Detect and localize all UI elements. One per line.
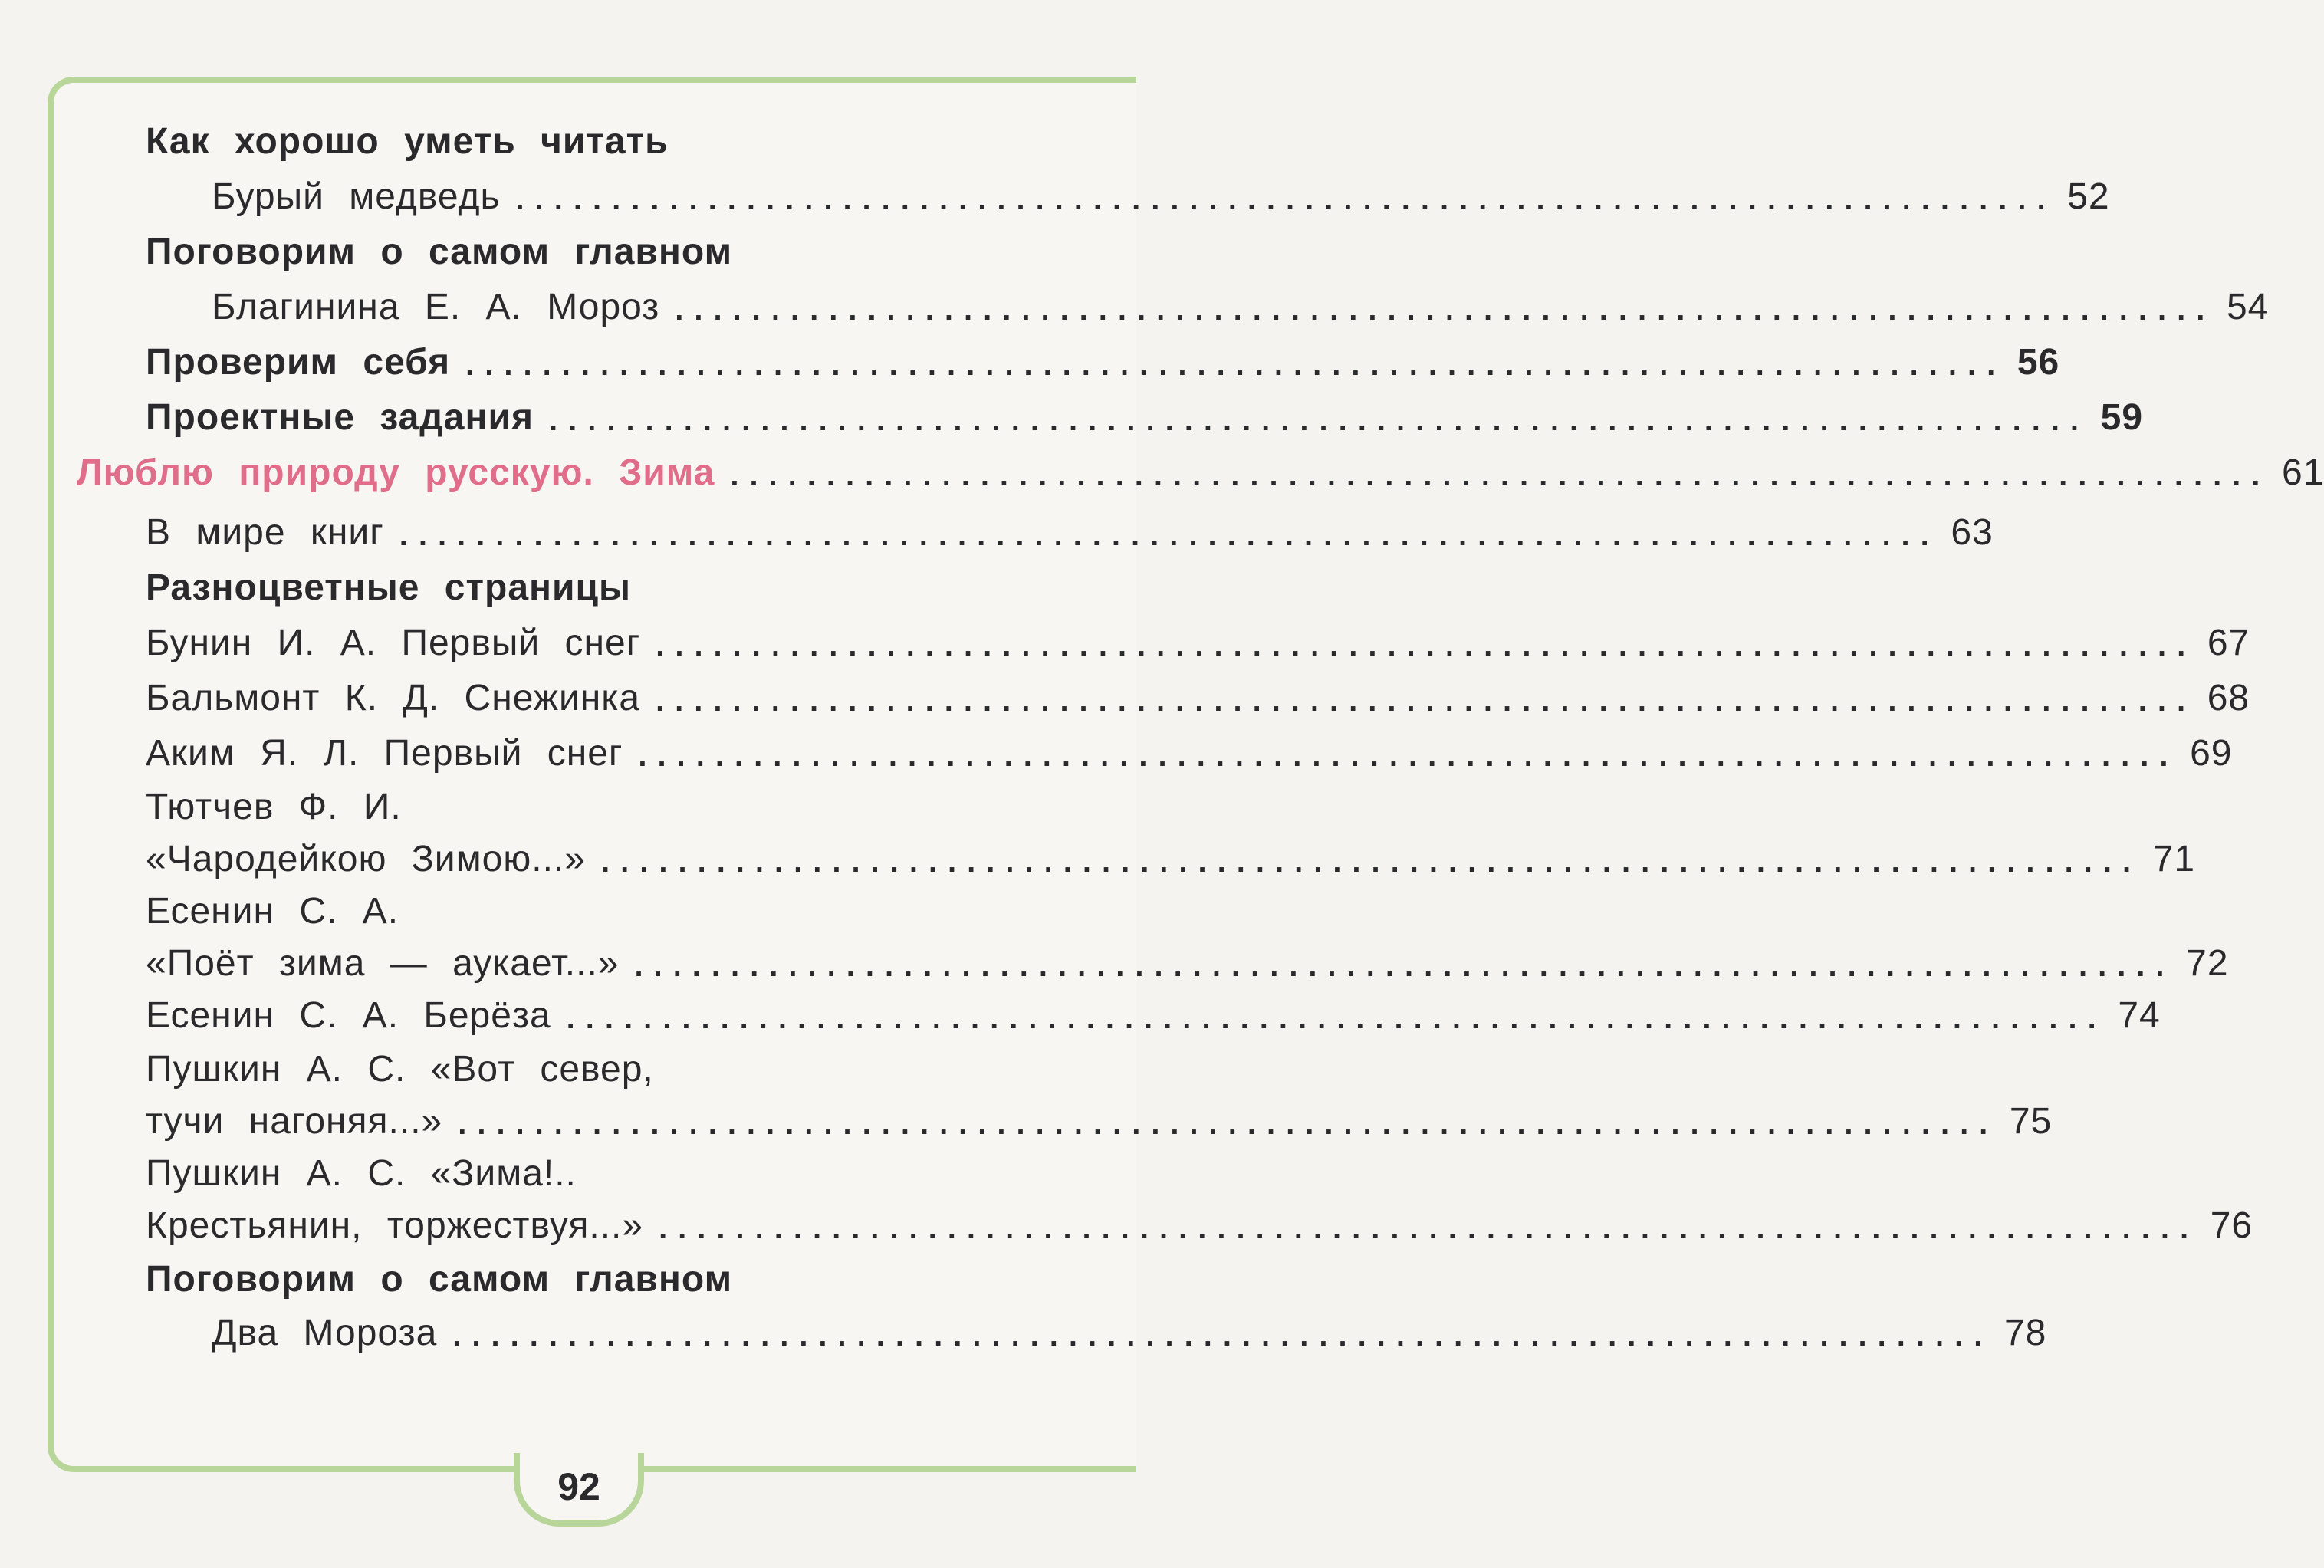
page-number [514,1453,644,1527]
toc-entry [77,169,2110,218]
toc-entry [77,113,1083,163]
toc-entry-page: 78 [2004,1313,2047,1353]
dot-leader: ................................................................................ [399,518,1940,552]
toc-entry [77,670,2250,719]
toc-entry-page: 52 [2067,176,2110,217]
toc-entry-title: Люблю природу русскую. Зима [77,452,715,493]
toc-entry [77,779,1083,828]
dot-leader: ................................................................................ [548,403,2090,437]
dot-leader: ................................................................................ [675,293,2216,327]
toc-entry-title: Проверим себя [146,342,451,383]
toc-entry [77,224,1083,273]
toc-entry-title: Пушкин А. С. «Вот север, [146,1049,654,1090]
toc-entry-page: 54 [2226,287,2270,327]
toc-entry-title: «Поёт зима — аукает...» [146,943,620,984]
toc-entry-title: Есенин С. А. Берёза [146,995,551,1036]
toc-entry [77,390,2144,439]
dot-leader: ................................................................................ [566,1001,2107,1035]
toc-entry [77,1305,2047,1354]
dot-leader: ................................................................................ [465,348,2007,382]
toc-entry [77,505,1994,554]
toc-entry [77,1251,1083,1300]
toc-entry [77,445,2324,494]
toc-entry-title: Есенин С. А. [146,891,399,932]
dot-leader: ................................................................................ [638,739,2179,773]
toc-entry [77,560,1083,609]
dot-leader: ................................................................................ [656,684,2197,718]
toc-entry [77,1198,2253,1247]
toc-entry [77,1093,2053,1142]
toc-entry [77,1146,1083,1195]
dot-leader: ................................................................................ [601,845,2142,879]
toc-entry-title: Разноцветные страницы [146,567,632,608]
toc-entry-title: В мире книг [146,512,384,553]
toc-entry-page: 69 [2190,733,2233,774]
toc-entry-title: «Чародейкою Зимою...» [146,839,587,879]
toc-entry-title: Как хорошо уметь читать [146,121,669,162]
toc-entry [77,935,2229,985]
page-number-label: 92 [557,1465,600,1508]
toc-entry-page: 59 [2100,397,2144,438]
toc-entry-page: 76 [2210,1205,2253,1246]
dot-leader: ................................................................................ [452,1319,1994,1353]
toc-entry-title: Тютчев Ф. И. [146,787,402,827]
toc-entry-title: тучи нагоняя...» [146,1101,443,1142]
toc-entry-page: 75 [2009,1101,2053,1142]
toc-entry [77,334,2060,383]
toc-entry-title: Бунин И. А. Первый снег [146,623,641,663]
toc-entry-title: Проектные задания [146,397,534,438]
toc-entry-title: Пушкин А. С. «Зима!.. [146,1153,577,1194]
dot-leader: ................................................................................ [656,629,2197,662]
dot-leader: ................................................................................ [458,1107,1999,1141]
toc-entry-title: Бурый медведь [212,176,501,217]
toc-entry-page: 61 [2282,452,2324,493]
toc-entry [77,831,2196,880]
toc-entry-title: Два Мороза [212,1313,438,1353]
toc-entry [77,1041,1083,1090]
toc-entry-title: Аким Я. Л. Первый снег [146,733,623,774]
toc-entry-title: Благинина Е. А. Мороз [212,287,660,327]
toc-entry-title: Крестьянин, торжествуя...» [146,1205,644,1246]
dot-leader: ................................................................................ [634,949,2175,983]
toc-entry [77,615,2250,664]
toc-entry [77,725,2233,774]
toc-entry-title: Бальмонт К. Д. Снежинка [146,678,641,718]
dot-leader: ................................................................................ [659,1211,2200,1245]
toc-entry-title: Поговорим о самом главном [146,1259,733,1300]
toc-entry-title: Поговорим о самом главном [146,232,733,272]
toc-entry-page: 63 [1951,512,1994,553]
toc-entry-page: 74 [2118,995,2161,1036]
dot-leader: ................................................................................ [515,182,2056,216]
toc-entry-page: 72 [2186,943,2229,984]
toc-entry [77,988,2161,1037]
toc-entry [77,279,2270,328]
toc-entry-page: 68 [2207,678,2250,718]
dot-leader: ................................................................................ [730,459,2271,492]
toc-entry-page: 71 [2152,839,2196,879]
toc-entry [77,883,1083,932]
toc-entry-page: 56 [2017,342,2060,383]
toc-entry-page: 67 [2207,623,2250,663]
